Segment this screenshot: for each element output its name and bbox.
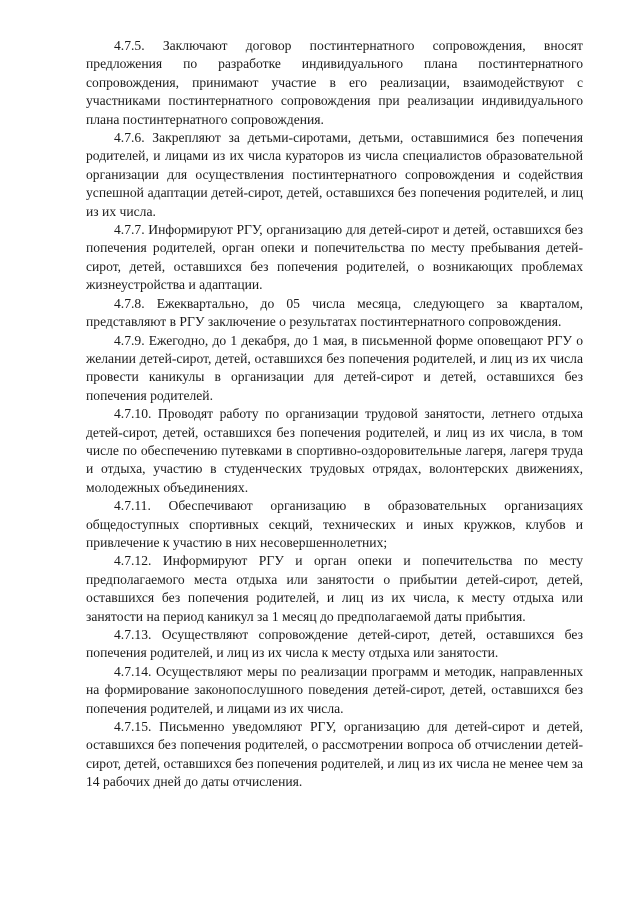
paragraph-4-7-15: 4.7.15. Письменно уведомляют РГУ, организацию для детей-сирот и детей, оставшихся без попечения родителей, о рассмотрении вопроса об отчислении детей-сирот, детей, оставшихся без попечения родителей, и лиц из их числа не менее чем за 14 рабочих дней до даты отчисления. xyxy=(86,719,583,790)
paragraph-4-7-12: 4.7.12. Информируют РГУ и орган опеки и попечительства по месту предполагаемого места отдыха или занятости о прибытии детей-сирот, детей, оставшихся без попечения родителей, и лиц из их числа, к месту отдыха или занятости на период каникул за 1 месяц до предполагаемой даты прибытия. xyxy=(86,553,583,624)
paragraph-4-7-6: 4.7.6. Закрепляют за детьми-сиротами, детьми, оставшимися без попечения родителей, и лицами из их числа кураторов из числа специалистов образовательной организации для осуществления постинтернатного сопровождения и содействия успешной адаптации детей-сирот, детей, оставшихся без попечения родителей, и лиц из их числа. xyxy=(86,130,583,219)
paragraph-4-7-10: 4.7.10. Проводят работу по организации трудовой занятости, летнего отдыха детей-сирот, детей, оставшихся без попечения родителей, и лиц из их числа, в том числе по обеспечению путевками в спортивно-оздоровительные лагеря, лагеря труда и отдыха, участию в студенческих трудовых отрядах, волонтерских движениях, молодежных объединениях. xyxy=(86,406,583,495)
paragraph-4-7-14: 4.7.14. Осуществляют меры по реализации программ и методик, направленных на формирование законопослушного поведения детей-сирот, детей, оставшихся без попечения родителей, и лицами из их числа. xyxy=(86,663,583,716)
paragraph-4-7-13: 4.7.13. Осуществляют сопровождение детей-сирот, детей, оставшихся без попечения родителей, и лиц из их числа к месту отдыха или занятости. xyxy=(86,627,583,661)
paragraph-4-7-9: 4.7.9. Ежегодно, до 1 декабря, до 1 мая, в письменной форме оповещают РГУ о желании детей-сирот, детей, оставшихся без попечения родителей, и лиц из их числа провести каникулы в организации для детей-сирот и детей, оставшихся без попечения родителей. xyxy=(86,332,583,403)
paragraph-4-7-5: 4.7.5. Заключают договор постинтернатного сопровождения, вносят предложения по разработке индивидуального плана постинтернатного сопровождения, принимают участие в его реализации, взаимодействуют с участниками постинтернатного сопровождения при реализации индивидуального плана постинтернатного сопровождения. xyxy=(86,38,583,127)
paragraph-4-7-8: 4.7.8. Ежеквартально, до 05 числа месяца, следующего за кварталом, представляют в РГУ заключение о результатах постинтернатного сопровождения. xyxy=(86,295,583,330)
paragraph-4-7-11: 4.7.11. Обеспечивают организацию в образовательных организациях общедоступных спортивных секций, технических и иных кружков, клубов и привлечение к участию в них несовершеннолетних; xyxy=(86,498,583,550)
paragraph-4-7-7: 4.7.7. Информируют РГУ, организацию для детей-сирот и детей, оставшихся без попечения родителей, орган опеки и попечительства по месту пребывания детей-сирот, детей, оставшихся без попечения родителей, о возникающих проблемах жизнеустройства и адаптации. xyxy=(86,222,583,293)
document-body xyxy=(86,37,583,792)
